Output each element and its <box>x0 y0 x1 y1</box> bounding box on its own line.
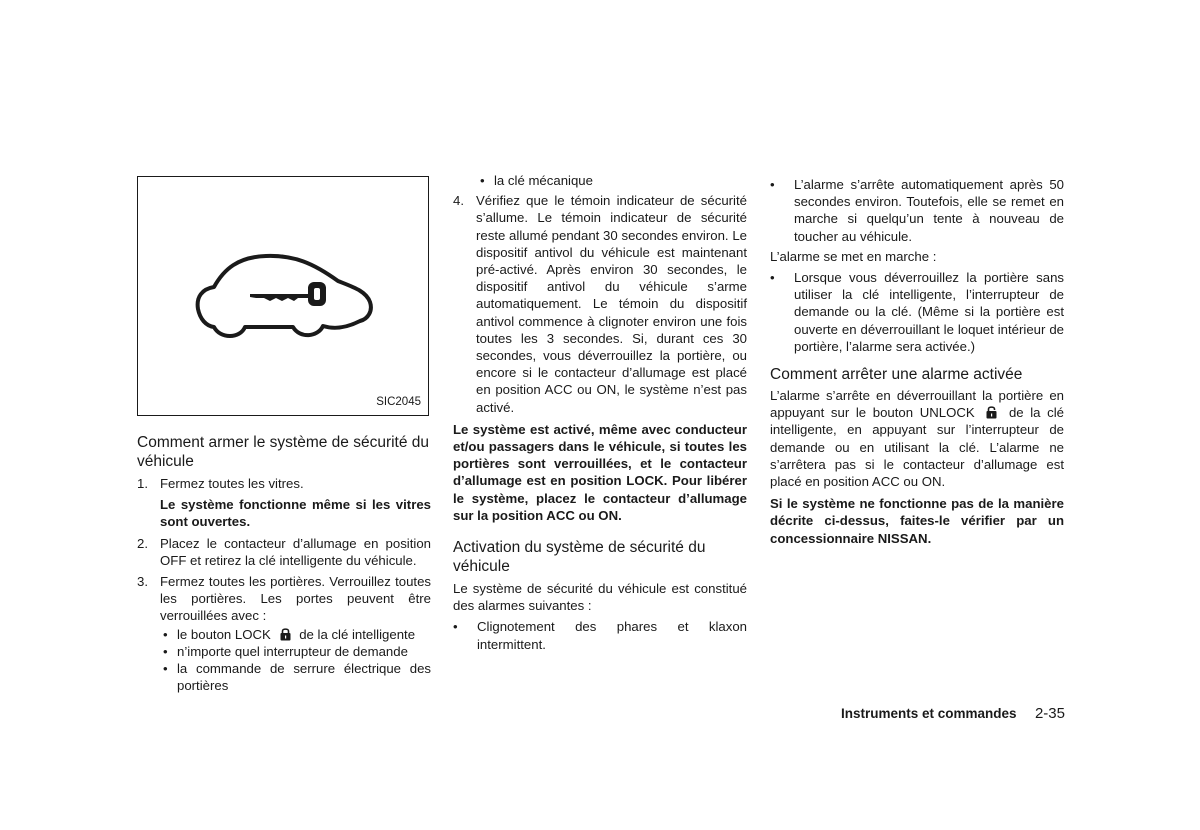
step-number: 1. <box>137 476 148 491</box>
step-number: 3. <box>137 574 148 590</box>
bullet-symbol: • <box>163 661 168 677</box>
car-with-key-icon <box>138 177 430 417</box>
list-item <box>160 660 431 694</box>
warning-text: Si le système ne fonctionne pas de la manière décrite ci-dessus, faites-le vérifier par un concessionnaire NISSAN. <box>770 496 1064 546</box>
list-item <box>477 172 747 189</box>
step-2 <box>137 535 431 569</box>
list-text: la commande de serrure électrique des portières <box>177 661 431 694</box>
middle-column <box>453 172 747 653</box>
step-number: 4. <box>453 193 464 209</box>
bullet-symbol: • <box>770 177 775 192</box>
list-text: Lorsque vous déverrouillez la portière sans utiliser la clé intelligente, l’interrupteur de demande ou la clé. (Même si la portière est ouverte en déverrouillant le loquet intérieur de portière, l’alarme sera activée.) <box>794 270 1064 354</box>
body-text-part: de la clé intelligente, en appuyant sur l’interrupteur de demande ou en utilisant la clé. L’alarme ne s’arrêtera pas si le contacteur d’allumage est placé en position ACC ou ON. <box>770 405 1065 490</box>
warning-text: Le système est activé, même avec conducteur et/ou passagers dans le véhicule, si toutes les portières sont verrouillées, et le contacteur d’allumage est en position LOCK. Pour libérer le système, placez le contacteur d’allumage sur la position ACC ou ON. <box>453 421 747 523</box>
bullet-symbol: • <box>770 270 775 286</box>
body-text-part: L’alarme s’arrête en déverrouillant la portière en appuyant sur le bouton UNLOCK <box>770 388 1064 421</box>
page-footer <box>841 704 1065 724</box>
step-text: Fermez toutes les vitres. <box>160 476 304 491</box>
right-column <box>770 176 1064 547</box>
step-3 <box>137 573 431 694</box>
list-item <box>453 618 747 652</box>
body-text <box>770 387 1064 490</box>
body-text: Le système de sécurité du véhicule est constitué des alarmes suivantes : <box>453 581 747 614</box>
bullet-symbol: • <box>163 643 168 659</box>
list-item <box>770 269 1064 355</box>
step-text: Fermez toutes les portières. Verrouillez toutes les portières. Les portes peuvent être verrouillées avec : <box>160 574 431 624</box>
step-text: Vérifiez que le témoin indicateur de sécurité s’allume. Le témoin indicateur de sécurité reste allumé pendant 30 secondes environ. Le dispositif antivol du véhicule est maintenant pré-activé. Après environ 30 secondes, le dispositif antivol du véhicule s’arme automatiquement. Le témoin du dispositif antivol commence à clignoter environ une fois toutes les 3 secondes. Si, durant ces 30 secondes, vous déverrouillez la portière, ou encore si le contacteur d’allumage est placé en position ACC ou ON, le système n’est pas activé. <box>476 193 747 415</box>
bullet-symbol: • <box>480 173 485 188</box>
list-text: Clignotement des phares et klaxon intermittent. <box>477 619 747 652</box>
lock-icon <box>279 627 292 641</box>
list-item <box>160 643 431 660</box>
list-text: la clé mécanique <box>494 173 593 188</box>
unlock-icon <box>985 405 998 419</box>
list-text: le bouton LOCK <box>177 626 271 642</box>
step-text: Placez le contacteur d’allumage en position OFF et retirez la clé intelligente du véhicule. <box>160 535 431 568</box>
body-text: L’alarme se met en marche : <box>770 248 937 264</box>
page-number: 2-35 <box>1034 705 1065 722</box>
list-item <box>160 626 431 643</box>
section-heading-stop-alarm: Comment arrêter une alarme activée <box>770 366 1023 384</box>
left-column <box>137 176 431 694</box>
car-key-figure <box>137 176 429 416</box>
section-heading-activation: Activation du système de sécurité du véhicule <box>453 539 706 576</box>
list-text: n’importe quel interrupteur de demande <box>177 643 408 659</box>
step-note: Le système fonctionne même si les vitres sont ouvertes. <box>160 497 431 530</box>
section-heading-arm-system: Comment armer le système de sécurité du véhicule <box>137 434 430 470</box>
bullet-symbol: • <box>453 619 458 635</box>
step-4 <box>453 192 747 416</box>
footer-section-title: Instruments et commandes <box>841 706 1017 721</box>
list-text: L’alarme s’arrête automatiquement après 50 secondes environ. Toutefois, elle se remet en marche si quelqu’un tente à nouveau de toucher au véhicule. <box>794 177 1064 244</box>
step-number: 2. <box>137 535 148 551</box>
step-1 <box>137 475 431 531</box>
list-text: de la clé intelligente <box>299 626 416 642</box>
list-item <box>770 176 1064 245</box>
bullet-symbol: • <box>163 626 168 642</box>
figure-label: SIC2045 <box>376 395 421 408</box>
